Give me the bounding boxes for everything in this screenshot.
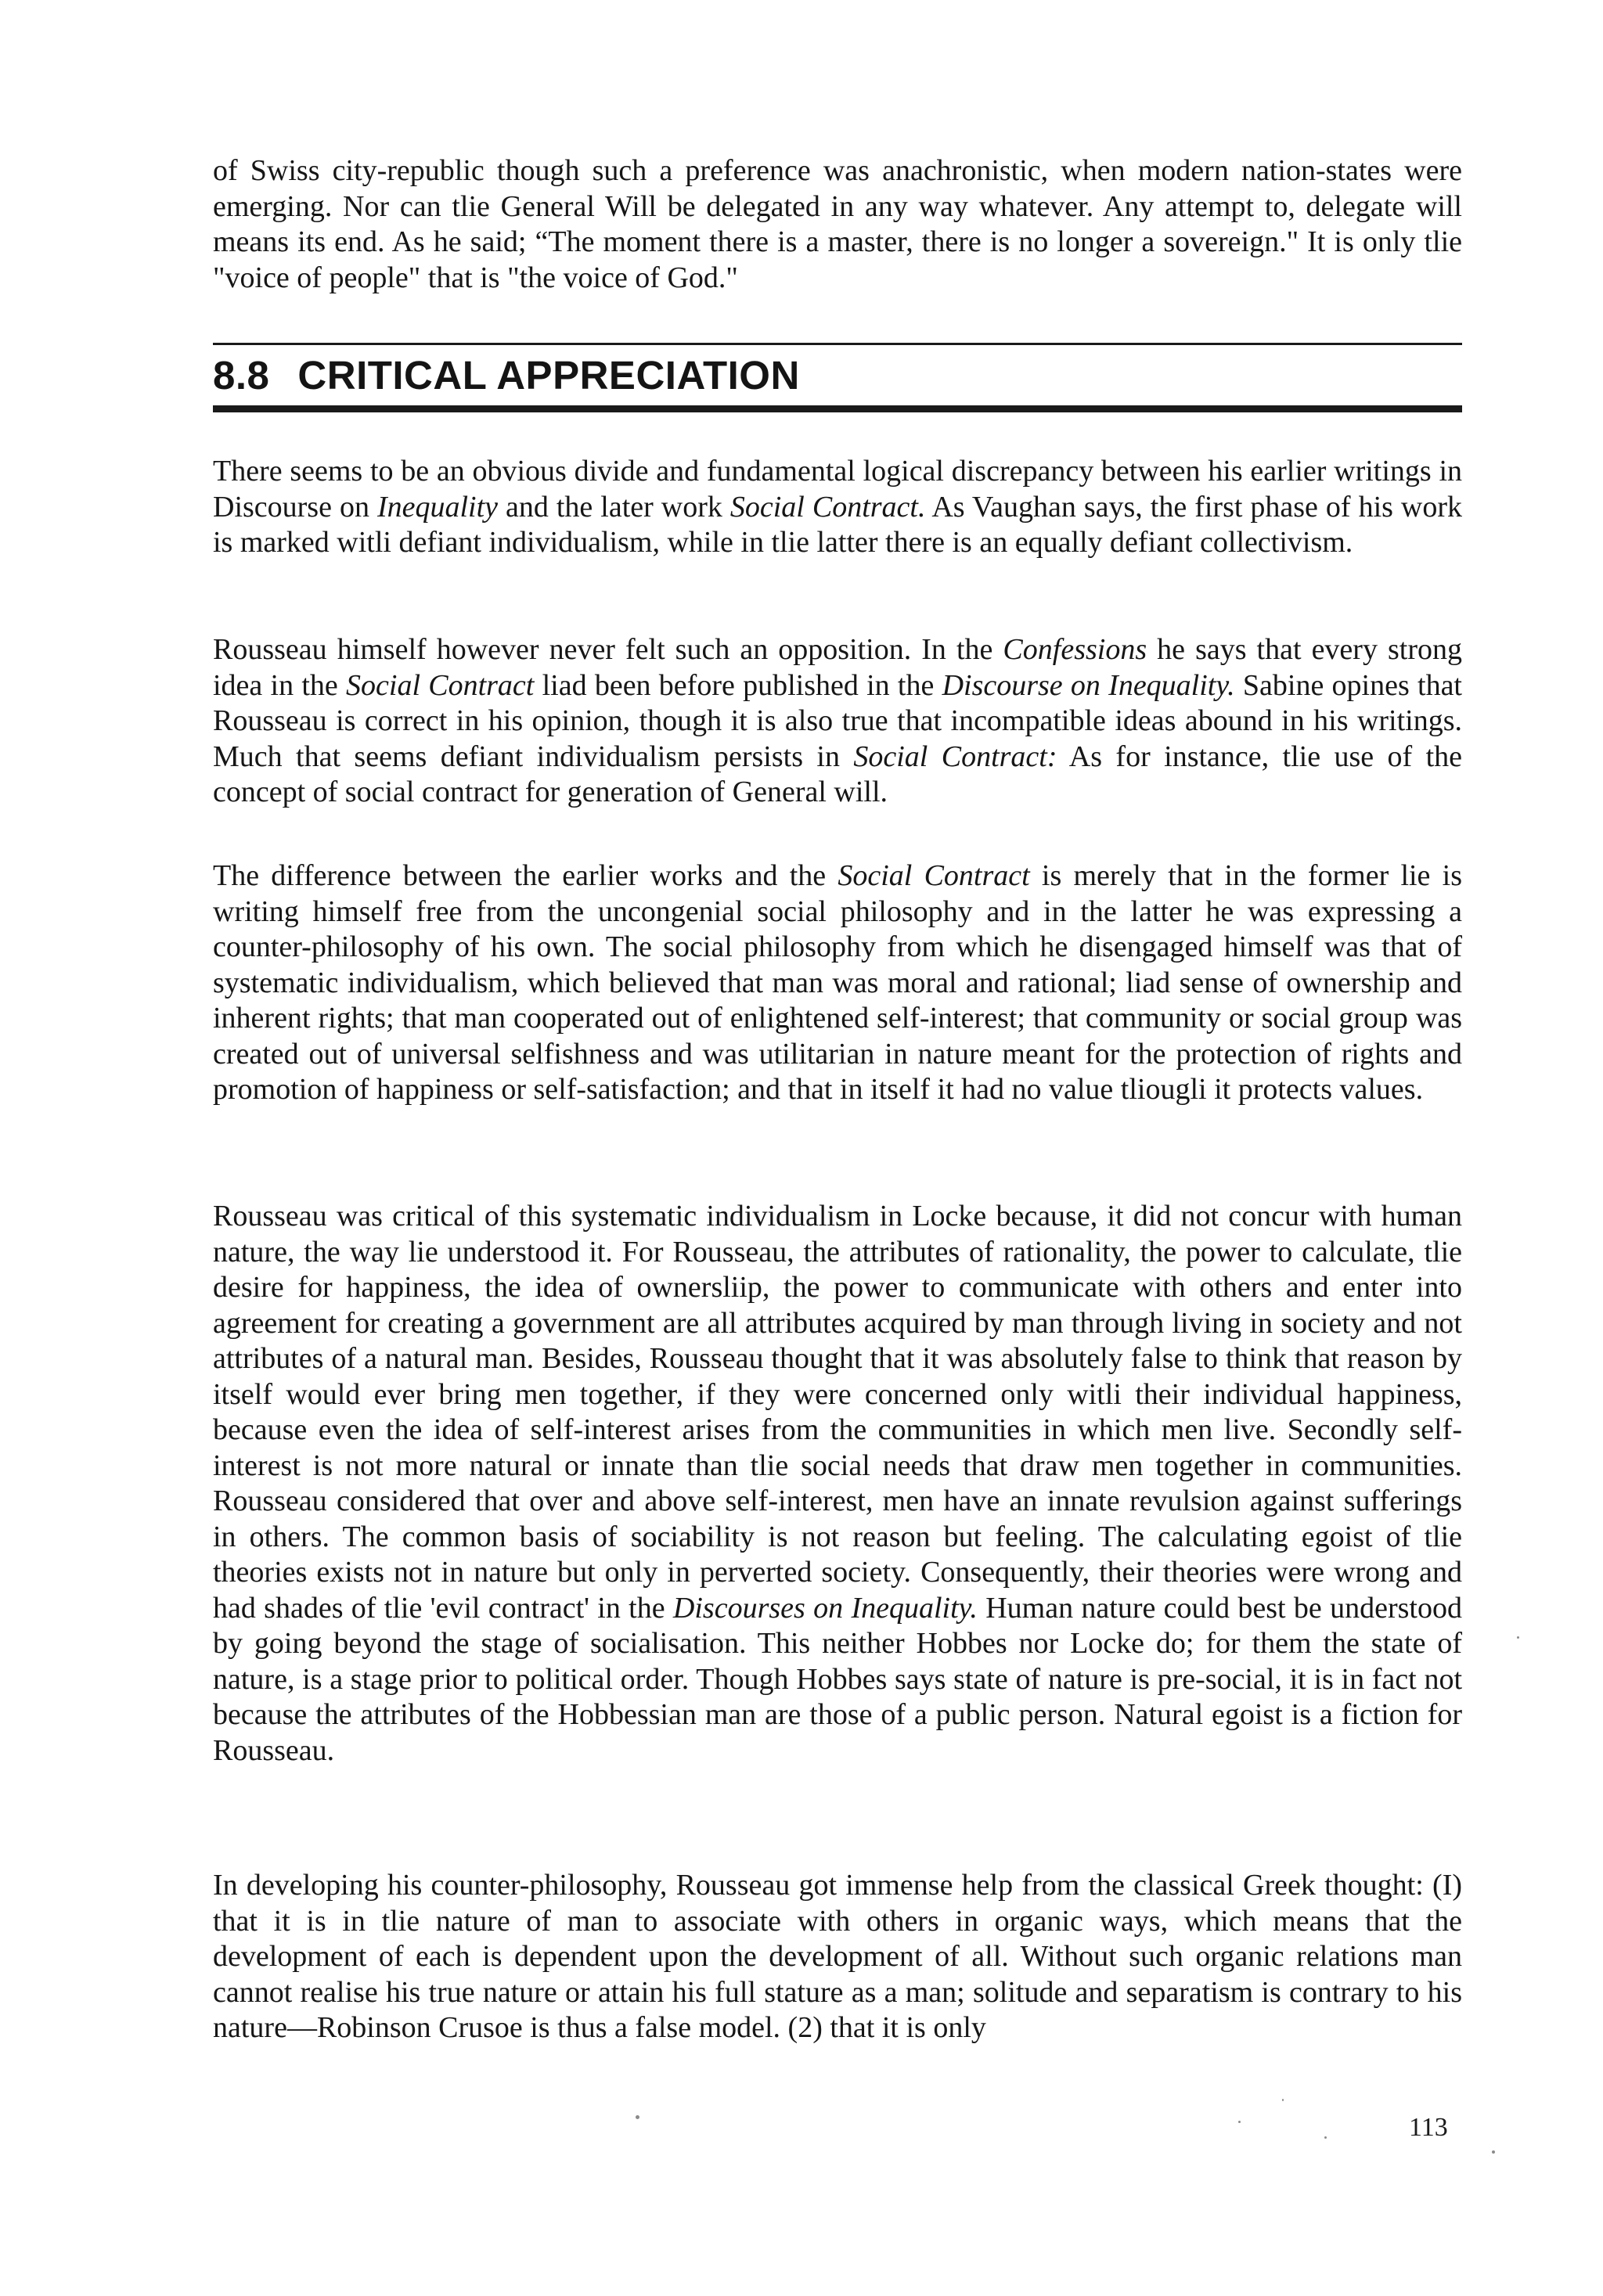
text-segment: The difference between the earlier works and the: [213, 859, 838, 892]
italic-title-segment: Discourses on Inequality.: [672, 1591, 978, 1625]
paragraph-1: [213, 454, 1462, 561]
paragraph-5: In developing his counter-philosophy, Rousseau got immense help from the classical Greek thought: (I) that it is in tlie nature of man to associate with others in organic ways, which means that the development of each is dependent upon the development of all. Without such organic relations man cannot realise his true nature or attain his full stature as a man; solitude and separatism is contrary to his nature—Robinson Crusoe is thus a false model. (2) that it is only: [213, 1869, 1462, 2044]
scan-speck: [1517, 1636, 1519, 1639]
text-segment: and the later work: [498, 490, 730, 524]
section-rule-top: [213, 343, 1462, 345]
section-rule-bottom: [213, 405, 1462, 412]
italic-title-segment: Social Contract:: [853, 740, 1057, 773]
section-heading: [213, 352, 800, 402]
text-segment: As Vaughan says, the first phase of his work is marked witli defiant individualism, while in tlie latter there is an equally defiant collectivism.: [213, 490, 1462, 559]
italic-title-segment: Discourse on Inequality.: [942, 668, 1235, 702]
text-segment: Human nature could best be understood by going beyond the stage of socialisation. This neither Hobbes nor Locke do; for them the state of nature, is a stage prior to political order. Though Hobbes says state of nature is pre-social, it is in fact not because the attributes of the Hobbessian man are those of a public person. Natural egoist is a fiction for Rousseau.: [213, 1591, 1462, 1767]
scan-speck: [1492, 2150, 1495, 2154]
text-segment: liad been before published in the: [534, 668, 942, 702]
scan-speck: [1282, 2099, 1284, 2101]
italic-title-segment: Inequality: [376, 490, 499, 524]
scan-speck: [636, 2115, 639, 2119]
text-segment: Sabine opines that Rousseau is correct in his opinion, though it is also true that incompatible ideas abound in his writings. Much that seems defiant individualism persists in: [213, 668, 1462, 773]
intro-paragraph: of Swiss city-republic though such a preference was anachronistic, when modern nation-states were emerging. Nor can tlie General Will be delegated in any way whatever. Any attempt to, delegate will means its end. As he said; “The moment there is a master, there is no longer a sovereign." It is only tlie "voice of people" that is "the voice of God.": [213, 154, 1462, 294]
text-segment: is merely that in the former lie is writing himself free from the uncongenial social philosophy and in the latter he was expressing a counter-philosophy of his own. The social philosophy from which he disengaged himself was that of systematic individualism, which believed that man was moral and rational; liad sense of ownership and inherent rights; that man cooperated out of enlightened self-interest; that community or social group was created out of universal selfishness and was utilitarian in nature meant for the protection of rights and promotion of happiness or self-satisfaction; and that in itself it had no value tliougli it protects values.: [213, 859, 1462, 1106]
section-number: 8.8: [213, 353, 270, 398]
section-title: CRITICAL APPRECIATION: [297, 353, 800, 398]
italic-title-segment: Social Contract: [838, 859, 1030, 892]
italic-title-segment: Social Contract: [346, 668, 535, 702]
scan-speck: [1324, 2136, 1327, 2139]
italic-title-segment: Confessions: [1003, 633, 1147, 666]
text-segment: he says that every strong idea in the: [213, 633, 1462, 702]
italic-title-segment: Social Contract.: [729, 490, 926, 524]
text-segment: As for instance, tlie use of the concept of social contract for generation of General will.: [213, 740, 1462, 808]
paragraph-2: [213, 632, 1462, 811]
text-segment: Rousseau was critical of this systematic individualism in Locke because, it did not concur with human nature, the way lie understood it. For Rousseau, the attributes of rationality, the power to calculate, tlie desire for happiness, the idea of ownersliip, the power to communicate with others and enter into agreement for creating a government are all attributes acquired by man through living in society and not attributes of a natural man. Besides, Rousseau thought that it was absolutely false to think that reason by itself would ever bring men together, if they were concerned only witli their individual happiness, because even the idea of self-interest arises from the communities in which men live. Secondly self-interest is not more natural or innate than tlie social needs that draw men together in communities. Rousseau considered that over and above self-interest, men have an innate revulsion against sufferings in others. The common basis of sociability is not reason but feeling. The calculating egoist of tlie theories exists not in nature but only in perverted society. Consequently, their theories were wrong and had shades of tlie 'evil contract' in the: [213, 1200, 1462, 1625]
paragraph-3: [213, 858, 1462, 1108]
text-segment: There seems to be an obvious divide and fundamental logical discrepancy between his earlier writings in Discourse on: [213, 455, 1462, 524]
page-number: 113: [1409, 2113, 1448, 2142]
text-segment: Rousseau himself however never felt such an opposition. In the: [213, 633, 1003, 666]
paragraph-4: [213, 1199, 1462, 1769]
scan-speck: [1238, 2121, 1241, 2123]
